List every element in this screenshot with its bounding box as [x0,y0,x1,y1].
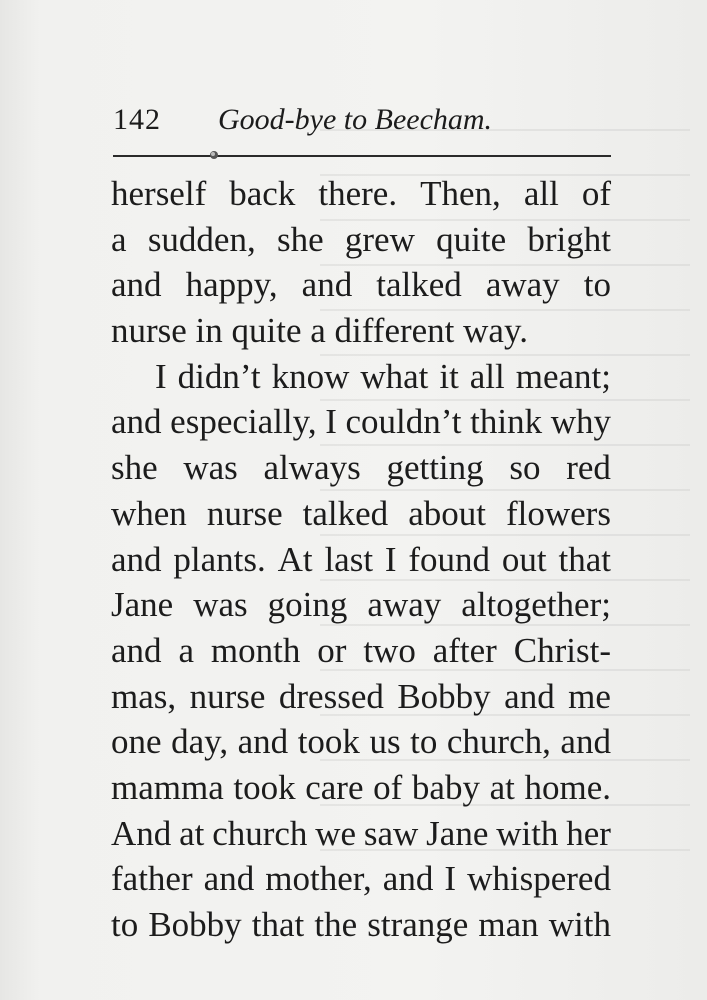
text-line [111,262,611,308]
word: church, [446,722,551,762]
running-head: Good-bye to Beecham. [218,103,493,136]
word: all [523,174,559,213]
word: that [558,539,611,579]
word: two [363,630,416,670]
word: all [469,356,505,396]
text-line [111,445,611,491]
word: we [315,813,357,853]
word: what [360,356,429,396]
word: whispered [467,859,611,899]
word: care [305,767,364,807]
word: Jane [426,813,489,853]
text-line [111,674,611,720]
word: was [193,585,248,625]
page-header [113,103,613,153]
word: getting [386,448,484,488]
text-line [111,217,611,263]
word: especially, [170,402,317,442]
word: and [111,265,162,305]
text-line [111,856,611,902]
word: so [509,448,541,488]
word: and [203,859,255,899]
word: mamma [111,767,224,807]
word: and [111,402,162,442]
word: baby [411,767,480,807]
text-line [111,399,611,445]
word: away [485,265,560,305]
word: that [251,905,305,944]
word: happy, [185,265,278,305]
word: a [178,630,194,670]
word: know [271,356,350,396]
word: dressed [278,676,384,716]
word: took [233,767,296,807]
word: and [382,859,434,899]
text-line: nurse in quite a different way. [111,311,528,351]
word: there. [318,174,398,213]
word: home. [524,767,611,807]
word: at [489,767,515,807]
word: altogether; [461,585,611,625]
word: she [111,448,158,488]
word: at [179,813,205,853]
word: and [111,539,162,579]
word: Then, [420,174,501,213]
word: Christ- [513,630,611,670]
word: and [560,722,611,762]
word: plants. [173,539,266,579]
word: didn’t [177,356,261,396]
word: red [566,448,611,488]
text-line [111,628,611,674]
word: man [478,905,539,944]
word: us [369,722,401,762]
word: to [583,265,611,305]
word: and [111,630,162,670]
word: after [432,630,497,670]
word: nurse [206,493,283,533]
word: one [111,722,162,762]
text-line [111,537,611,583]
text-line [111,811,611,857]
word: saw [363,813,419,853]
word: she [276,219,324,259]
word: about [408,493,486,533]
word: why [550,402,611,442]
word: with [548,905,611,944]
word: think [470,402,543,442]
word: day, [171,722,229,762]
word: back [229,174,296,213]
text-line [111,491,611,537]
word: month [210,630,301,670]
word: a [111,219,127,259]
word: meant; [515,356,611,396]
word: always [263,448,361,488]
text-line [111,171,611,217]
word: talked [376,265,462,305]
text-line [111,719,611,765]
word: sudden, [147,219,256,259]
rule-ornament-icon [207,148,221,162]
word: her [566,813,611,853]
word: quite [436,219,507,259]
word: and [237,722,289,762]
word: couldn’t [345,402,462,442]
word: talked [302,493,389,533]
word: away [367,585,442,625]
word: to [111,905,139,944]
word: church [212,813,308,853]
text-line [111,582,611,628]
text-line [111,354,611,400]
word: Bobby [397,676,491,716]
word: of [373,767,403,807]
word: Jane [111,585,174,625]
word: herself [111,174,207,213]
word: me [568,676,611,716]
page-number: 142 [113,103,161,136]
word: I [444,859,457,899]
word: I [155,356,167,396]
word: nurse [189,676,266,716]
word: or [317,630,347,670]
word: with [496,813,559,853]
word: when [111,493,187,533]
text-line [111,902,611,948]
body-text [111,171,611,948]
word: bright [527,219,611,259]
word: out [501,539,547,579]
word: mas, [111,676,177,716]
text-line [111,765,611,811]
word: it [439,356,459,396]
word: took [297,722,360,762]
word: father [111,859,193,899]
word: the [314,905,358,944]
word: I [384,539,397,579]
word: strange [367,905,469,944]
word: Bobby [148,905,242,944]
word: going [267,585,348,625]
word: At [277,539,313,579]
word: was [183,448,238,488]
word: and [504,676,555,716]
word: And [111,813,172,853]
word: grew [344,219,415,259]
word: mother, [265,859,372,899]
word: flowers [505,493,611,533]
word: and [301,265,353,305]
word: last [324,539,374,579]
word: to [410,722,438,762]
header-rule [113,155,611,157]
word: of [581,174,611,213]
word: found [408,539,491,579]
word: I [325,402,337,442]
